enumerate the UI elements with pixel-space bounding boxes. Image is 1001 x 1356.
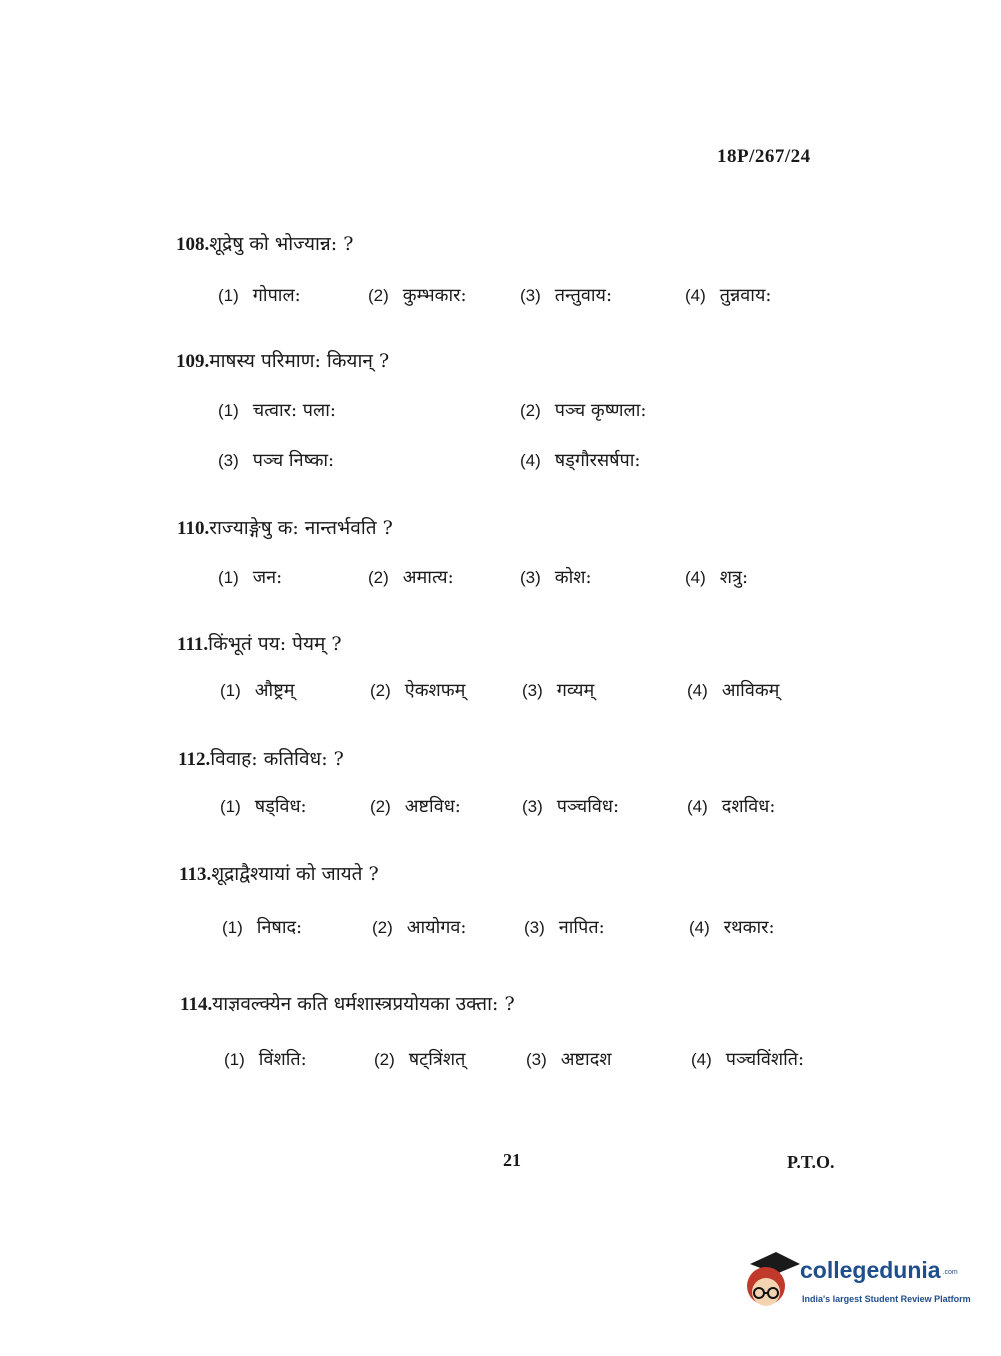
option [224,1047,307,1071]
option [218,283,301,307]
option-number: (1) [224,1050,245,1069]
question-number: 109. [176,351,210,372]
option-text: चत्वार: पला: [252,400,336,421]
option-text: दशविध: [721,796,776,817]
option-number: (4) [687,681,708,700]
option-number: (2) [370,681,391,700]
question-text: शूद्रेषु को भोज्यान्न: ? [209,233,354,255]
option [520,398,647,422]
question-text: किंभूतं पय: पेयम् ? [208,633,342,655]
option-text: रथकार: [723,917,775,938]
option [368,565,454,589]
option [526,1047,612,1071]
option-number: (4) [685,286,706,305]
option [222,915,302,939]
option-number: (3) [520,286,541,305]
option-number: (4) [520,451,541,470]
question-111 [177,630,342,656]
option-number: (3) [520,568,541,587]
option [218,448,334,472]
pto-label: P.T.O. [787,1152,835,1172]
option-text: पञ्चविंशति: [725,1049,805,1070]
option [372,915,467,939]
option-number: (2) [372,918,393,937]
brand-name: collegedunia [800,1257,941,1283]
question-number: 112. [178,749,211,770]
option-text: औष्ट्रम् [254,680,295,701]
option-number: (1) [218,286,239,305]
question-text: माषस्य परिमाण: कियान् ? [209,350,390,372]
option [220,794,307,818]
question-text: राज्याङ्गेषु क: नान्तर्भवति ? [209,517,393,539]
mascot-icon [742,1250,800,1315]
option-number: (4) [687,797,708,816]
option-number: (2) [520,401,541,420]
option-number: (3) [526,1050,547,1069]
question-112 [178,745,344,771]
question-113 [179,860,379,886]
option-number: (2) [368,568,389,587]
option-text: विंशति: [258,1049,307,1070]
option [685,283,771,307]
question-text: याज्ञवल्क्येन कति धर्मशास्त्रप्रयोयका उक्ता: ? [212,993,515,1015]
question-number: 113. [179,864,212,885]
option-text: ऐकशफम् [404,680,466,701]
option-text: पञ्चविध: [556,796,620,817]
question-number: 110. [177,518,210,539]
option-text: निषाद: [256,917,303,938]
option [520,283,612,307]
option [370,794,461,818]
option-number: (1) [222,918,243,937]
question-text: शूद्राद्वैश्यायां को जायते ? [211,863,379,885]
option-number: (1) [218,568,239,587]
option-number: (3) [524,918,545,937]
option [522,794,619,818]
question-text: विवाह: कतिविध: ? [210,748,344,770]
question-109 [176,347,389,373]
collegedunia-logo [742,1250,992,1315]
question-number: 111. [177,634,209,655]
option-text: आयोगव: [406,917,467,938]
option [520,448,641,472]
option-number: (3) [522,681,543,700]
option-number: (3) [218,451,239,470]
option [218,398,336,422]
option-text: अष्टविध: [404,796,461,817]
option-number: (4) [691,1050,712,1069]
option [370,678,465,702]
option-text: षट्त्रिंशत् [408,1049,466,1070]
option [687,678,779,702]
option [368,283,467,307]
brand-line [800,1256,958,1284]
option [522,678,594,702]
option-text: कोश: [554,567,592,588]
brand-tagline: India's largest Student Review Platform [802,1294,971,1304]
question-number: 108. [176,234,210,255]
paper-code: 18P/267/24 [717,146,811,167]
option [524,915,605,939]
option-text: षड्विध: [254,796,307,817]
option-text: तुन्नवाय: [719,285,772,306]
option [218,565,282,589]
option-text: अष्टादश [560,1049,612,1070]
option [374,1047,465,1071]
option-text: गव्यम् [556,680,595,701]
option [685,565,748,589]
option [520,565,592,589]
option-number: (2) [370,797,391,816]
question-110 [177,514,393,540]
option [689,915,775,939]
option-number: (2) [368,286,389,305]
option-text: शत्रु: [719,567,749,588]
option-number: (1) [220,681,241,700]
option-text: आविकम् [721,680,780,701]
page-number: 21 [503,1150,521,1170]
option-number: (3) [522,797,543,816]
option-text: पञ्च कृष्णला: [554,400,647,421]
brand-suffix: .com [942,1269,958,1276]
option [220,678,294,702]
option-number: (2) [374,1050,395,1069]
option-text: अमात्य: [402,567,454,588]
option-text: जन: [252,567,283,588]
question-114 [180,990,515,1016]
option-number: (4) [689,918,710,937]
question-number: 114. [180,994,213,1015]
option-text: गोपाल: [252,285,301,306]
option [691,1047,804,1071]
option-number: (1) [218,401,239,420]
option-number: (4) [685,568,706,587]
option-text: पञ्च निष्का: [252,450,335,471]
option-text: कुम्भकार: [402,285,467,306]
option-text: तन्तुवाय: [554,285,613,306]
question-108 [176,230,353,256]
option [687,794,775,818]
option-text: षड्गौरसर्षपा: [554,450,641,471]
option-number: (1) [220,797,241,816]
option-text: नापित: [558,917,605,938]
